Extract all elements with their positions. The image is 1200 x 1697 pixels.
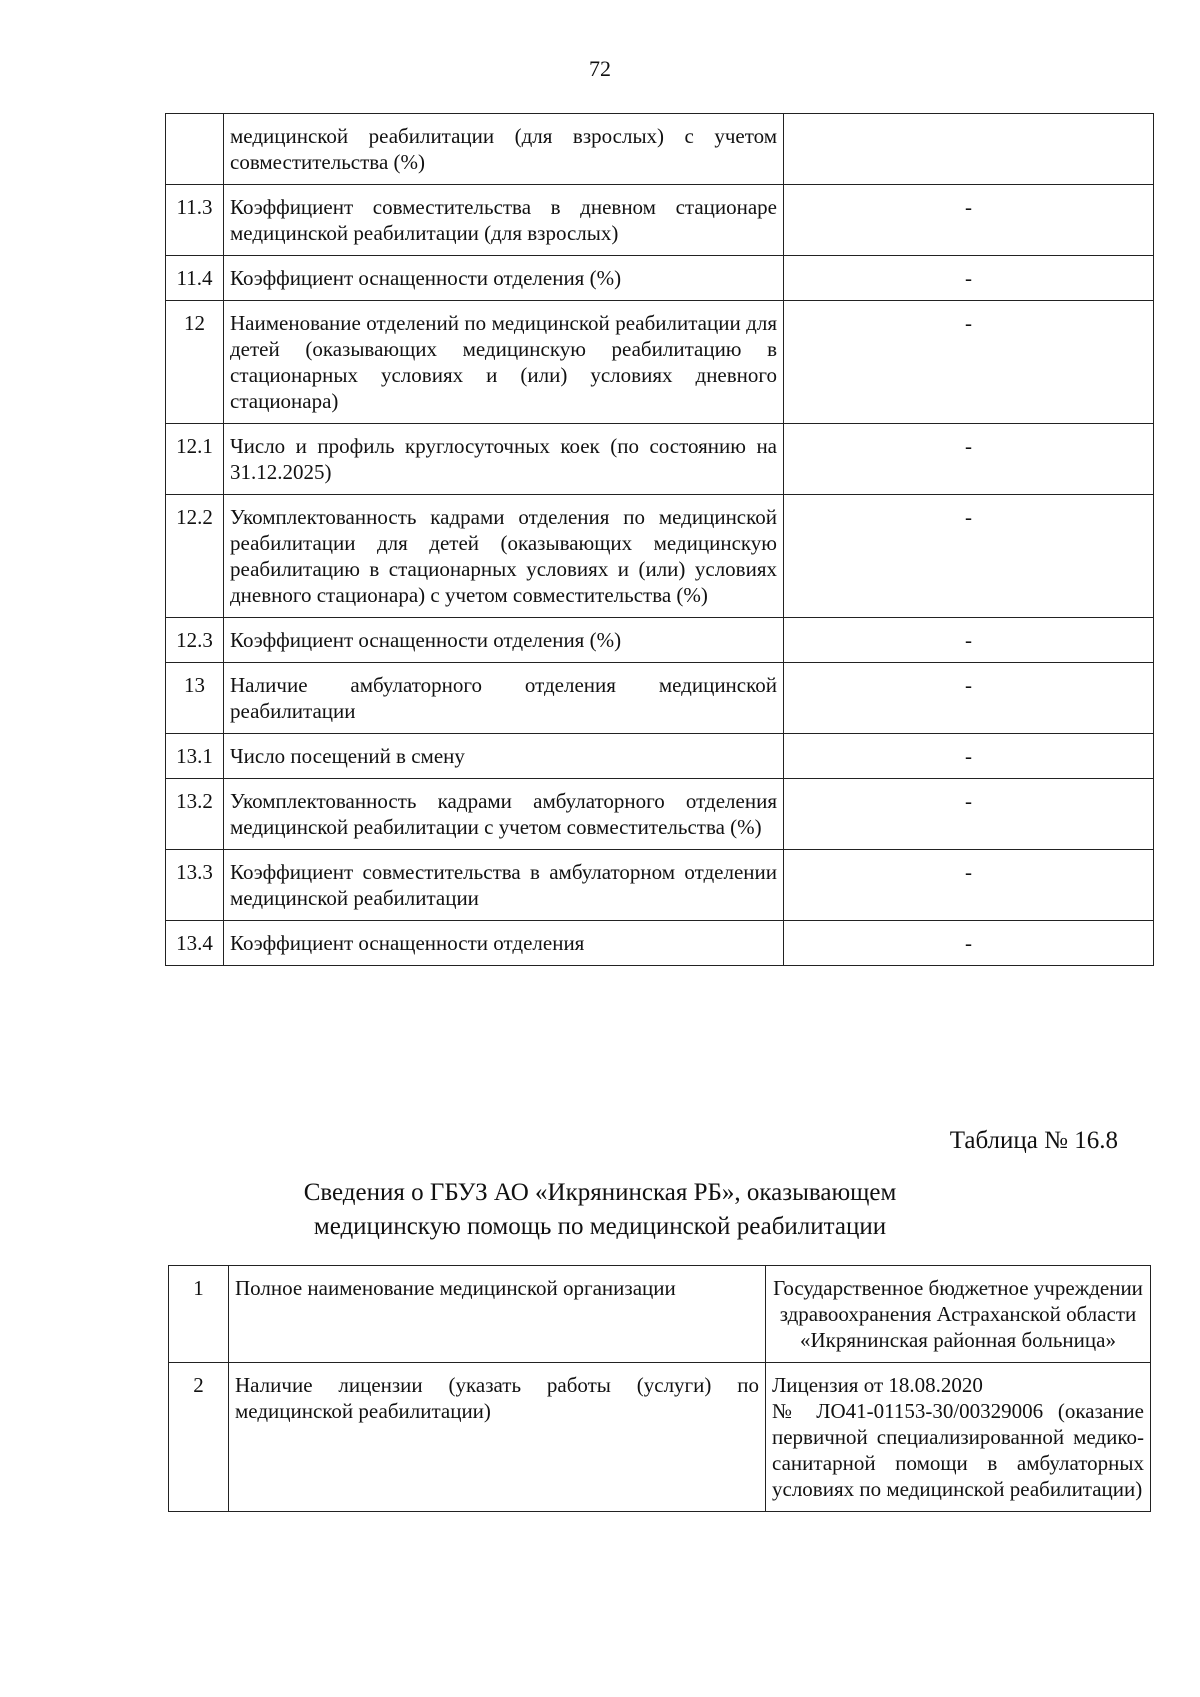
table-caption: Таблица № 16.8 — [949, 1127, 1118, 1154]
table-heading — [0, 1176, 1200, 1244]
row-number: 12.3 — [166, 618, 224, 663]
organization-info-table — [168, 1265, 1151, 1512]
license-details: № ЛО41-01153-30/00329006 (оказание первичной специализированной медико-санитарной помощи в амбулаторных условиях по медицинской реабилитации) — [772, 1399, 1144, 1501]
row-number: 13.3 — [166, 850, 224, 921]
row-description: Коэффициент оснащенности отделения — [224, 921, 784, 966]
row-description: медицинской реабилитации (для взрослых) с учетом совместительства (%) — [224, 114, 784, 185]
row-value: - — [784, 779, 1154, 850]
row-number: 11.3 — [166, 185, 224, 256]
row-number — [166, 114, 224, 185]
row-description: Наименование отделений по медицинской реабилитации для детей (оказывающих медицинскую реабилитацию в стационарных условиях и (или) условиях дневного стационара) — [224, 301, 784, 424]
table-heading-line: медицинскую помощь по медицинской реабилитации — [313, 1213, 887, 1240]
row-value: - — [784, 424, 1154, 495]
row-description: Укомплектованность кадрами амбулаторного отделения медицинской реабилитации с учетом совместительства (%) — [224, 779, 784, 850]
table-row — [166, 779, 1154, 850]
table-row — [166, 301, 1154, 424]
row-description: Число и профиль круглосуточных коек (по состоянию на 31.12.2025) — [224, 424, 784, 495]
row-number: 13.2 — [166, 779, 224, 850]
table-row — [166, 114, 1154, 185]
page-number: 72 — [589, 56, 611, 81]
row-number: 2 — [169, 1363, 229, 1512]
row-description: Коэффициент совместительства в дневном стационаре медицинской реабилитации (для взрослых) — [224, 185, 784, 256]
row-description: Коэффициент совместительства в амбулаторном отделении медицинской реабилитации — [224, 850, 784, 921]
table-row — [166, 734, 1154, 779]
row-value: - — [784, 734, 1154, 779]
table-row — [166, 256, 1154, 301]
row-description: Число посещений в смену — [224, 734, 784, 779]
row-value — [766, 1363, 1151, 1512]
table-row — [166, 185, 1154, 256]
table-row — [166, 618, 1154, 663]
row-number: 12.1 — [166, 424, 224, 495]
row-value: - — [784, 618, 1154, 663]
table-row — [166, 921, 1154, 966]
row-value: - — [784, 495, 1154, 618]
row-value — [784, 114, 1154, 185]
row-description: Коэффициент оснащенности отделения (%) — [224, 618, 784, 663]
row-value: - — [784, 301, 1154, 424]
row-description: Коэффициент оснащенности отделения (%) — [224, 256, 784, 301]
row-value: - — [784, 850, 1154, 921]
row-value: - — [784, 663, 1154, 734]
row-number: 13.4 — [166, 921, 224, 966]
row-number: 13.1 — [166, 734, 224, 779]
row-description: Полное наименование медицинской организации — [229, 1266, 766, 1363]
table-row — [166, 495, 1154, 618]
table-row — [166, 663, 1154, 734]
row-number: 12 — [166, 301, 224, 424]
table-row — [166, 850, 1154, 921]
row-value: Государственное бюджетное учреждении здравоохранения Астраханской области «Икрянинская районная больница» — [766, 1266, 1151, 1363]
row-value: - — [784, 185, 1154, 256]
row-description: Наличие амбулаторного отделения медицинской реабилитации — [224, 663, 784, 734]
row-number: 1 — [169, 1266, 229, 1363]
table-row — [169, 1363, 1151, 1512]
row-description: Наличие лицензии (указать работы (услуги) по медицинской реабилитации) — [229, 1363, 766, 1512]
table-heading-line: Сведения о ГБУЗ АО «Икрянинская РБ», оказывающем — [303, 1179, 897, 1206]
table-row — [169, 1266, 1151, 1363]
row-number: 13 — [166, 663, 224, 734]
row-description: Укомплектованность кадрами отделения по медицинской реабилитации для детей (оказывающих медицинскую реабилитацию в стационарных условиях и (или) условиях дневного стационара) с учетом совместительства (%) — [224, 495, 784, 618]
row-number: 12.2 — [166, 495, 224, 618]
license-date: Лицензия от 18.08.2020 — [772, 1373, 983, 1397]
indicators-table — [165, 113, 1154, 966]
table-row — [166, 424, 1154, 495]
row-value: - — [784, 256, 1154, 301]
row-value: - — [784, 921, 1154, 966]
row-number: 11.4 — [166, 256, 224, 301]
